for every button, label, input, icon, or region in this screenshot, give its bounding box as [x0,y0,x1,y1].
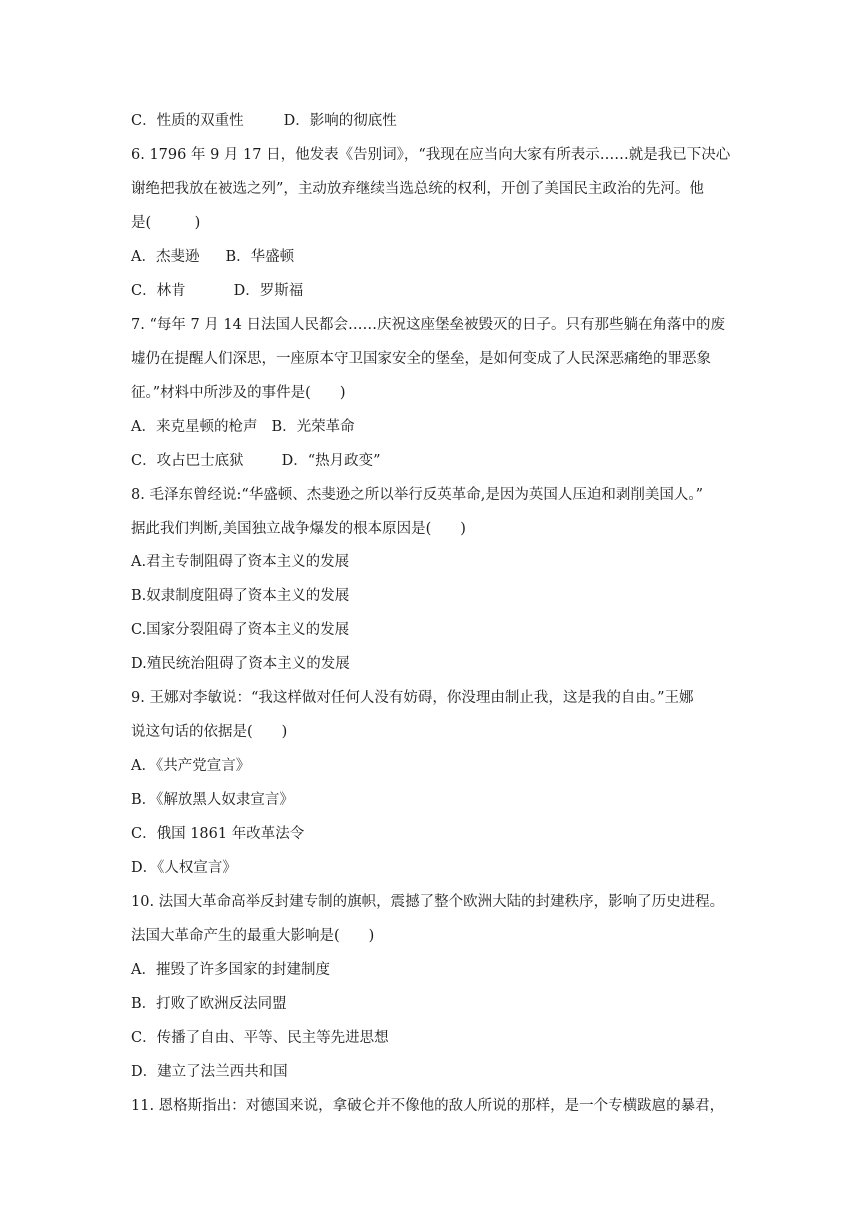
q7-stem-line-3: 征。”材料中所涉及的事件是( ) [131,385,346,401]
q7-options-ab [131,417,355,437]
q5-option-c: C．性质的双重性 [131,113,244,129]
q7-options-cd [131,451,381,471]
q10-stem-line-1: 10. 法国大革命高举反封建专制的旗帜，震撼了整个欧洲大陆的封建秩序，影响了历史进程。 [131,894,725,910]
q7-stem-line-2: 墟仍在提醒人们深思，一座原本守卫国家安全的堡垒，是如何变成了人民深恶痛绝的罪恶象 [131,351,711,367]
q7-option-c: C．攻占巴士底狱 [131,453,244,469]
q7-stem-line-1: 7. “每年 7 月 14 日法国人民都会……庆祝这座堡垒被毁灭的日子。只有那些躺在角落中的废 [131,317,725,333]
q8-stem-line-2: 据此我们判断,美国独立战争爆发的根本原因是( ) [131,521,466,537]
q5-option-d: D．影响的彻底性 [283,113,397,129]
q10-stem-line-2: 法国大革命产生的最重大影响是( ) [131,928,375,944]
q8-option-b: B.奴隶制度阻碍了资本主义的发展 [131,588,350,604]
q7-option-d: D．“热月政变” [281,453,381,469]
q11-stem-line-1: 11. 恩格斯指出：对德国来说，拿破仑并不像他的敌人所说的那样，是一个专横跋扈的暴君， [131,1098,725,1114]
q6-option-b: B．华盛顿 [225,249,295,265]
q6-options-cd [131,281,303,301]
q9-stem-line-2: 说这句话的依据是( ) [131,724,288,740]
q8-stem-line-1: 8. 毛泽东曾经说:“华盛顿、杰斐逊之所以举行反英革命,是因为英国人压迫和剥削美国人。” [131,487,704,503]
q6-stem-line-2: 谢绝把我放在被选之列”，主动放弃继续当选总统的权利，开创了美国民主政治的先河。他 [131,181,704,197]
q6-option-a: A．杰斐逊 [131,249,200,265]
q9-option-d: D．《人权宣言》 [131,860,237,876]
q9-option-c: C．俄国 1861 年改革法令 [131,826,305,842]
q6-option-c: C．林肯 [131,283,186,299]
q6-option-d: D．罗斯福 [233,283,304,299]
q5-options-cd [131,111,397,131]
q10-option-b: B．打败了欧洲反法同盟 [131,996,287,1012]
q8-option-c: C.国家分裂阻碍了资本主义的发展 [131,622,350,638]
q7-option-b: B．光荣革命 [271,419,355,435]
q6-stem-line-3: 是( ) [131,215,201,231]
q8-option-a: A.君主专制阻碍了资本主义的发展 [131,554,350,570]
q9-option-a: A．《共产党宣言》 [131,758,251,774]
q8-option-d: D.殖民统治阻碍了资本主义的发展 [131,656,350,672]
q10-option-c: C．传播了自由、平等、民主等先进思想 [131,1030,389,1046]
q7-option-a: A．来克星顿的枪声 [131,419,258,435]
q6-stem-line-1: 6. 1796 年 9 月 17 日，他发表《告别词》，“我现在应当向大家有所表示……就是我已下决心 [131,147,731,163]
q9-option-b: B．《解放黑人奴隶宣言》 [131,792,294,808]
q6-options-ab [131,247,294,267]
q10-option-a: A．摧毁了许多国家的封建制度 [131,962,330,978]
q10-option-d: D．建立了法兰西共和国 [131,1064,288,1080]
q9-stem-line-1: 9. 王娜对李敏说：“我这样做对任何人没有妨碍，你没理由制止我，这是我的自由。”王娜 [131,690,694,706]
